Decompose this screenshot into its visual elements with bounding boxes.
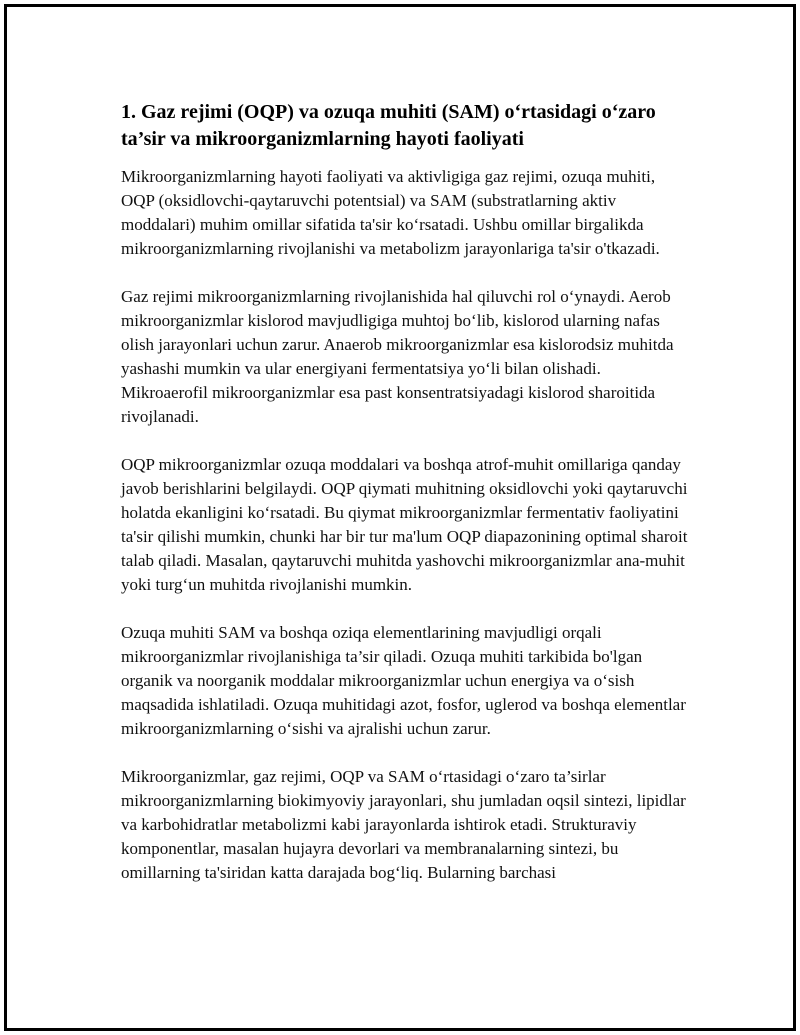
paragraph-interactions: Mikroorganizmlar, gaz rejimi, OQP va SAM o‘rtasidagi o‘zaro ta’sirlar mikroorganizmlarning biokimyoviy jarayonlari, shu jumladan oqsil sintezi, lipidlar va karbohidratlar metabolizmi kabi jarayonlarda ishtirok etadi. Strukturaviy komponentlar, masalan hujayra devorlari va membranalarning sintezi, bu omillarning ta'siridan katta darajada bog‘liq. Bularning barchasi	[121, 767, 686, 882]
paragraph-nutrient-medium: Ozuqa muhiti SAM va boshqa oziqa elementlarining mavjudligi orqali mikroorganizmlar rivojlanishiga ta’sir qiladi. Ozuqa muhiti tarkibida bo'lgan organik va noorganik moddalar mikroorganizmlar uchun energiya va o‘sish maqsadida ishlatiladi. Ozuqa muhitidagi azot, fosfor, uglerod va boshqa elementlar mikroorganizmlarning o‘sishi va ajralishi uchun zarur.	[121, 623, 686, 738]
page-frame	[4, 4, 796, 1031]
document-body	[121, 99, 691, 909]
section-heading: 1. Gaz rejimi (OQP) va ozuqa muhiti (SAM) o‘rtasidagi o‘zaro ta’sir va mikroorganizmlarning hayoti faoliyati	[121, 101, 656, 150]
paragraph-gas-regime: Gaz rejimi mikroorganizmlarning rivojlanishida hal qiluvchi rol o‘ynaydi. Aerob mikroorganizmlar kislorod mavjudligiga muhtoj bo‘lib, kislorod ularning nafas olish jarayonlari uchun zarur. Anaerob mikroorganizmlar esa kislorodsiz muhitda yashashi mumkin va ular energiyani fermentatsiya yo‘li bilan olishadi. Mikroaerofil mikroorganizmlar esa past konsentratsiyadagi kislorod sharoitida rivojlanadi.	[121, 287, 674, 426]
paragraph-oqp: OQP mikroorganizmlar ozuqa moddalari va boshqa atrof-muhit omillariga qanday javob berishlarini belgilaydi. OQP qiymati muhitning oksidlovchi yoki qaytaruvchi holatda ekanligini ko‘rsatadi. Bu qiymat mikroorganizmlar fermentativ faoliyatini ta'sir qilishi mumkin, chunki har bir tur ma'lum OQP diapazonining optimal sharoit talab qiladi. Masalan, qaytaruvchi muhitda yashovchi mikroorganizmlar ana-muhit yoki turg‘un muhitda rivojlanishi mumkin.	[121, 455, 688, 594]
paragraph-intro: Mikroorganizmlarning hayoti faoliyati va aktivligiga gaz rejimi, ozuqa muhiti, OQP (oksidlovchi-qaytaruvchi potentsial) va SAM (substratlarning aktiv moddalari) muhim omillar sifatida ta'sir ko‘rsatadi. Ushbu omillar birgalikda mikroorganizmlarning rivojlanishi va metabolizm jarayonlariga ta'sir o'tkazadi.	[121, 167, 660, 258]
